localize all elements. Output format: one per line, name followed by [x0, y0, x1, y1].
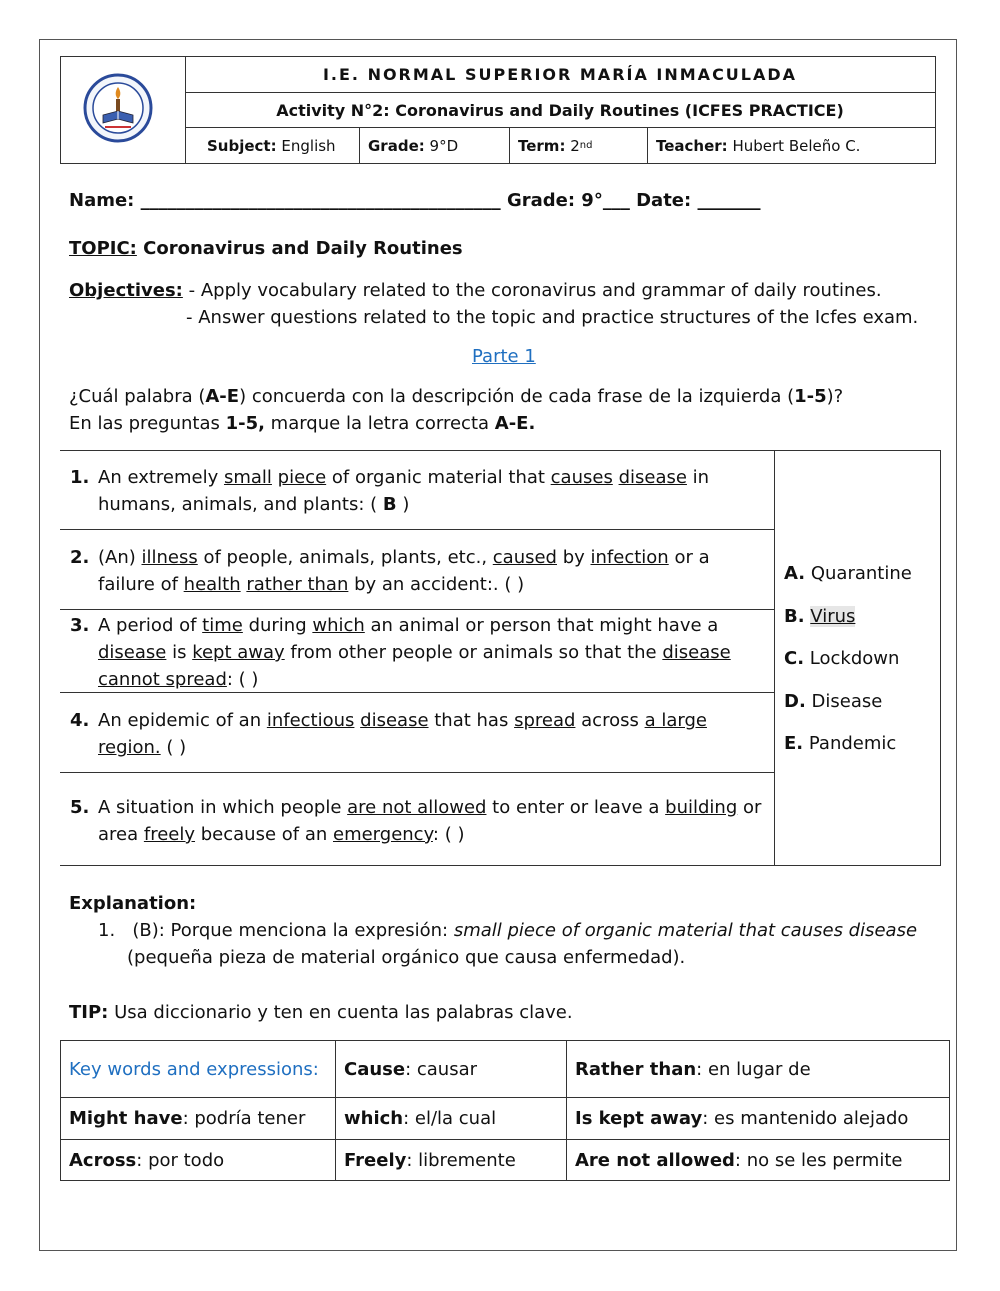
option-a: A. Quarantine	[784, 563, 912, 584]
part-title: Parte 1	[472, 346, 536, 367]
row-divider	[60, 692, 774, 693]
keyword-cell: Cause: causar	[336, 1041, 567, 1098]
activity-title: Activity N°2: Coronavirus and Daily Routines (ICFES PRACTICE)	[185, 93, 935, 128]
explanation-label: Explanation:	[69, 893, 197, 914]
answer-2[interactable]: by an accident:. ( )	[348, 574, 525, 595]
keyword-cell: Rather than: en lugar de	[567, 1041, 950, 1098]
instructions-line-1: ¿Cuál palabra (A-E) concuerda con la descripción de cada frase de la izquierda (1-5)?	[69, 386, 844, 407]
keyword-cell: Is kept away: es mantenido alejado	[567, 1098, 950, 1140]
keyword-cell: Across: por todo	[61, 1140, 336, 1181]
name-grade-date-line: Name: ________________________________________ Grade: 9°___ Date: _______	[69, 190, 761, 211]
matching-table: 1. An extremely small piece of organic material that causes disease in humans, animals, and plants: ( B ) 2. (An) illness of people, animals, plants, etc., caused by infection or a failure of health rather than by an accident:. ( ) 3. A period of time during which an animal or person that might have a disease is kept away from other people or animals so that the disease cannot spread: ( ) 4. An epidemic of an infectious disease that has spread across a large region. ( ) 5. A situation in which people are not allowed to enter or leave a building or area freely because of an emergency: ( ) A. Quarantine B. Virus C. Lockdown D. Disease E. Pandemic	[60, 450, 941, 866]
option-d: D. Disease	[784, 690, 883, 712]
keyword-cell: which: el/la cual	[336, 1098, 567, 1140]
name-field[interactable]: ________________________________________	[140, 190, 501, 211]
keywords-header: Key words and expressions:	[61, 1041, 336, 1098]
table-row	[61, 1041, 950, 1098]
objectives-line-2: - Answer questions related to the topic and practice structures of the Icfes exam.	[186, 307, 919, 328]
answer-4[interactable]: ( )	[160, 737, 187, 758]
option-c: C. Lockdown	[784, 648, 900, 669]
option-e: E. Pandemic	[784, 733, 897, 754]
logo-cell	[61, 57, 186, 163]
school-seal-logo	[83, 73, 153, 143]
row-divider	[60, 609, 774, 610]
keywords-table	[60, 1040, 950, 1181]
explanation-line-2: (pequeña pieza de material orgánico que causa enfermedad).	[127, 947, 686, 968]
option-b: B. Virus	[784, 605, 856, 627]
date-field[interactable]: _______	[697, 190, 761, 211]
header-table	[60, 56, 936, 164]
column-divider	[774, 451, 775, 865]
explanation-line-1: 1. (B): Porque menciona la expresión: small piece of organic material that causes disease	[98, 920, 918, 941]
subject-cell: Subject: English	[185, 128, 360, 163]
term-cell: Term: 2 nd	[510, 128, 648, 163]
keyword-cell: Freely: libremente	[336, 1140, 567, 1181]
answer-5[interactable]: : ( )	[432, 824, 465, 845]
keyword-cell: Might have: podría tener	[61, 1098, 336, 1140]
tip-line: TIP: Usa diccionario y ten en cuenta las palabras clave.	[69, 1002, 573, 1023]
grade-field[interactable]: ___	[602, 190, 630, 211]
school-name: I.E. NORMAL SUPERIOR MARÍA INMACULADA	[185, 57, 935, 93]
table-row	[61, 1140, 950, 1181]
topic-line: TOPIC: Coronavirus and Daily Routines	[69, 238, 463, 259]
answer-1[interactable]: B	[382, 494, 397, 515]
header-info-row	[185, 128, 935, 163]
row-divider	[60, 772, 774, 773]
keyword-cell: Are not allowed: no se les permite	[567, 1140, 950, 1181]
objectives-line-1: Objectives: - Apply vocabulary related to the coronavirus and grammar of daily routines.	[69, 280, 882, 301]
instructions-line-2: En las preguntas 1-5, marque la letra correcta A-E.	[69, 413, 536, 434]
grade-cell: Grade: 9°D	[360, 128, 510, 163]
answer-options	[784, 553, 912, 766]
teacher-cell: Teacher: Hubert Beleño C.	[656, 136, 861, 155]
row-divider	[60, 529, 774, 530]
answer-3[interactable]: : ( )	[226, 669, 259, 690]
table-row	[61, 1098, 950, 1140]
